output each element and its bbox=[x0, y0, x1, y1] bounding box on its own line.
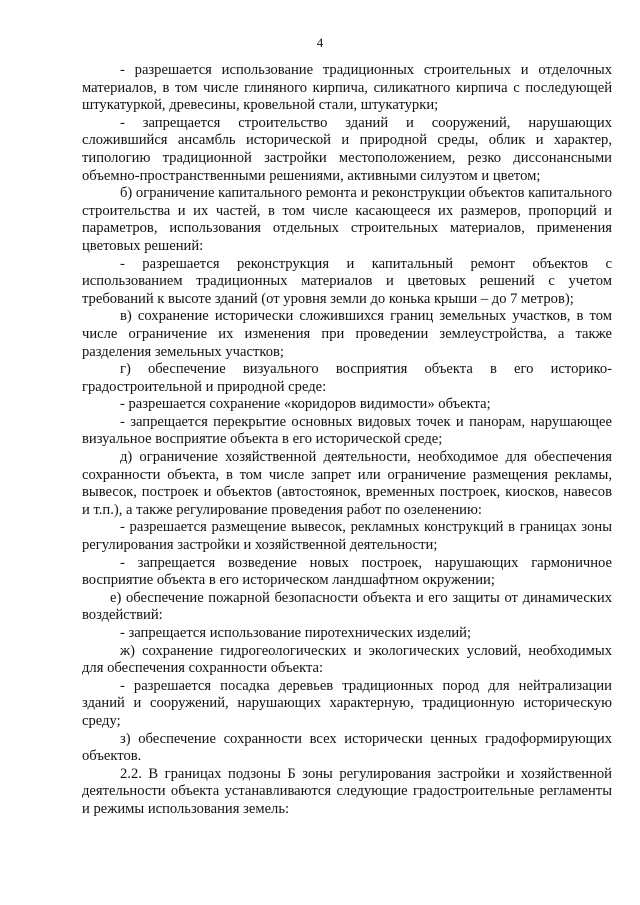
paragraph: - разрешается сохранение «коридоров видимости» объекта; bbox=[120, 396, 491, 413]
paragraph: - запрещается использование пиротехнических изделий; bbox=[120, 625, 472, 641]
paragraph: д) ограничение хозяйственной деятельности, необходимое для обеспечения сохранности объекта, в том числе запрет или ограничение размещения рекламы, вывесок, построек и объектов (автостоянок, временных построек, киосков, навесов и т.п.), а также регулирование проведения работ по озеленению: bbox=[82, 449, 612, 518]
paragraph: - запрещается строительство зданий и сооружений, нарушающих сложившийся ансамбль исторической и природной среды, облик и характер, типологию традиционной застройки местоположением, резко диссонансными объемно-пространственными решениями, активными силуэтом и цветом; bbox=[82, 114, 612, 184]
paragraph: 2.2. В границах подзоны Б зоны регулирования застройки и хозяйственной деятельности объекта устанавливаются следующие градостроительные регламенты и режимы использования земель: bbox=[82, 765, 612, 817]
paragraph: - разрешается использование традиционных строительных и отделочных материалов, в том числе глиняного кирпича, силикатного кирпича с последующей штукатуркой, древесины, кровельной стали, штукатурки; bbox=[82, 62, 612, 114]
paragraph: - запрещается возведение новых построек, нарушающих гармоничное восприятие объекта в его историческом ландшафтном окружении; bbox=[82, 554, 612, 589]
page-number: 4 bbox=[316, 35, 324, 50]
paragraph: - разрешается размещение вывесок, рекламных конструкций в границах зоны регулирования застройки и хозяйственной деятельности; bbox=[82, 519, 612, 554]
paragraph: в) сохранение исторически сложившихся границ земельных участков, в том числе ограничение их изменения при проведении землеустройства, а также разделения земельных участков; bbox=[82, 308, 612, 360]
paragraph: г) обеспечение визуального восприятия объекта в его историко-градостроительной и природной среде: bbox=[82, 361, 612, 395]
document-body bbox=[82, 62, 612, 819]
paragraph: е) обеспечение пожарной безопасности объекта и его защиты от динамических воздействий: bbox=[82, 589, 612, 624]
paragraph: - разрешается посадка деревьев традиционных пород для нейтрализации зданий и сооружений, нарушающих характерную, традиционную историческую среду; bbox=[82, 677, 612, 729]
paragraph: ж) сохранение гидрогеологических и экологических условий, необходимых для обеспечения сохранности объекта: bbox=[82, 642, 612, 677]
paragraph: б) ограничение капитального ремонта и реконструкции объектов капитального строительства и их частей, в том числе касающееся их размеров, пропорций и параметров, использования отдельных строительных материалов, применения цветовых решений: bbox=[82, 185, 613, 254]
paragraph: з) обеспечение сохранности всех исторически ценных градоформирующих объектов. bbox=[82, 730, 612, 765]
paragraph: - запрещается перекрытие основных видовых точек и панорам, нарушающее визуальное восприятие объекта в его исторической среде; bbox=[82, 413, 612, 448]
paragraph: - разрешается реконструкция и капитальный ремонт объектов с использованием традиционных материалов и цветовых решений с учетом требований к высоте зданий (от уровня земли до конька крыши – до 7 метров); bbox=[82, 255, 612, 307]
